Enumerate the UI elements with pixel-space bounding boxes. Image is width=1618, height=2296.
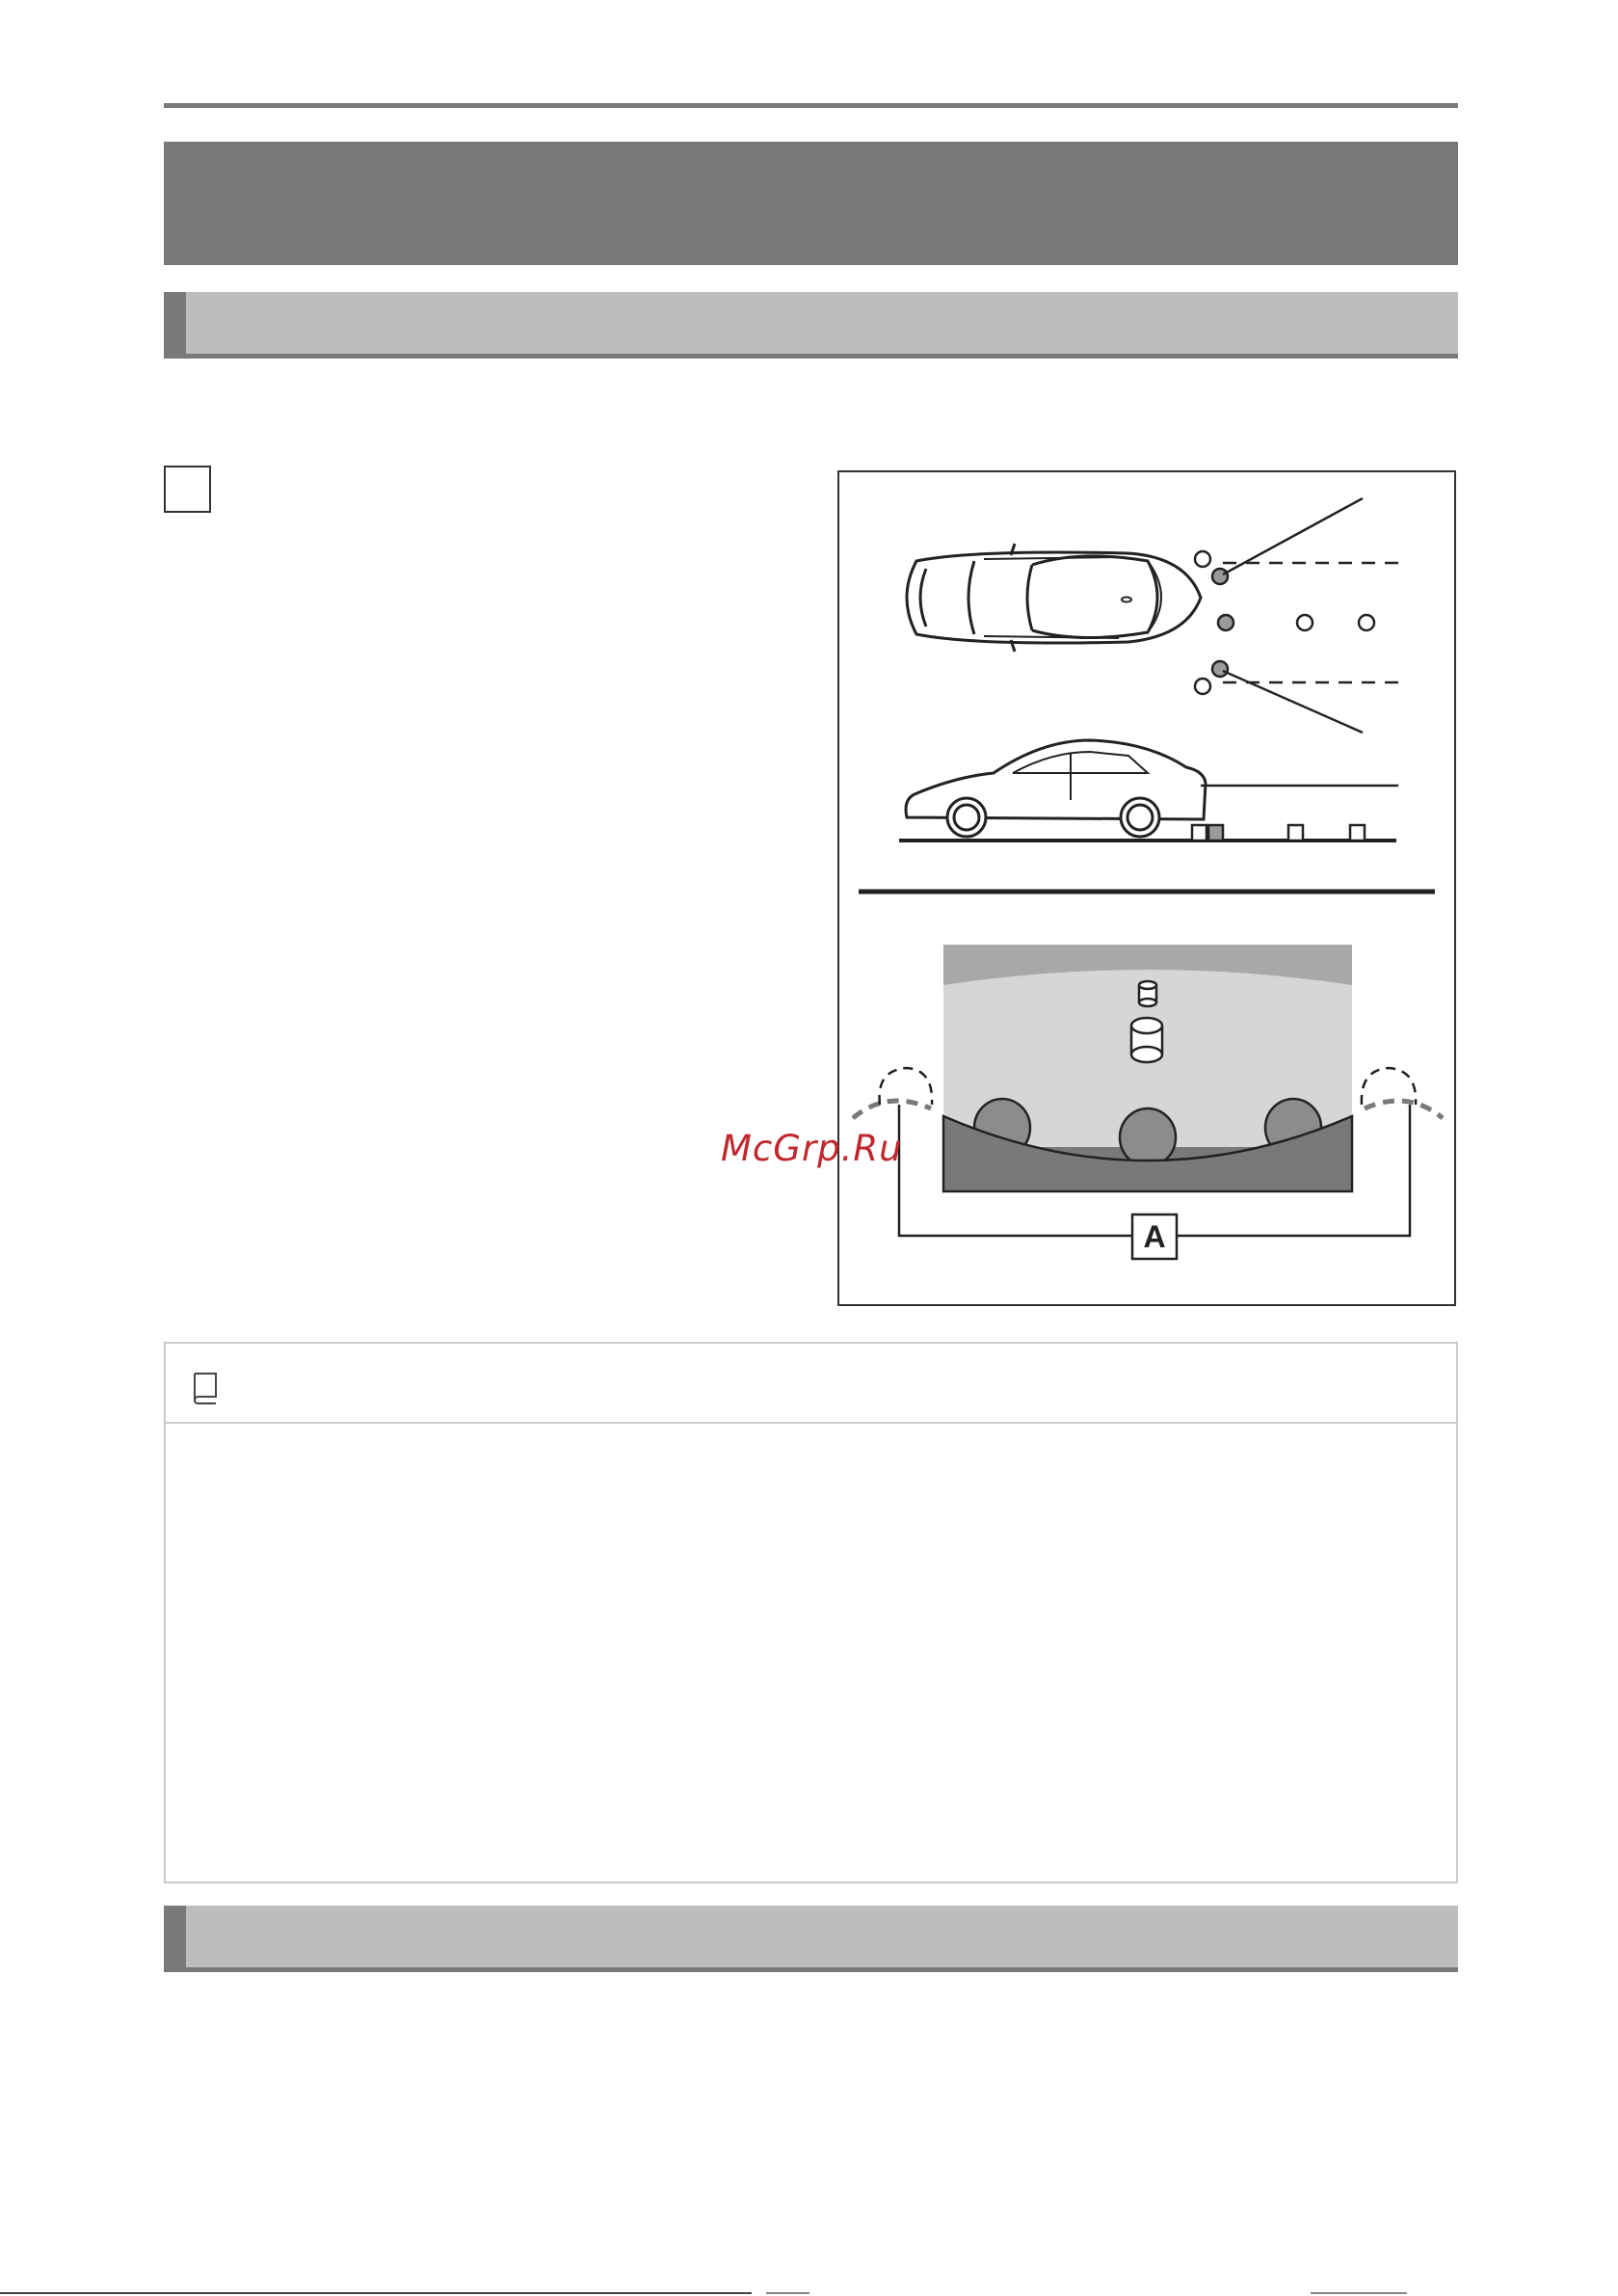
book-icon [192, 1371, 221, 1410]
title-band [164, 142, 1458, 265]
top-view-sensors [1195, 551, 1374, 694]
camera-view [943, 945, 1352, 1191]
footer-crop-marks [0, 2290, 1618, 2296]
note-box [164, 1342, 1458, 1883]
section-bar-2 [164, 1906, 1458, 1972]
side-view-obstacles [1192, 825, 1365, 841]
section-bar-accent [164, 1906, 186, 1967]
top-view-guidelines [1223, 498, 1398, 733]
callout-label: A [1143, 1219, 1166, 1254]
section-bar-1 [164, 292, 1458, 359]
car-side-view [906, 740, 1398, 837]
sensor-diagram-figure [837, 470, 1456, 1306]
section-bar-accent [164, 292, 186, 354]
note-header [166, 1344, 1456, 1424]
step-number-box [164, 466, 211, 513]
watermark-text: McGrp.Ru [721, 1128, 903, 1169]
car-top-view [907, 544, 1201, 652]
sensor-diagram [839, 472, 1454, 1304]
callout-a [1132, 1215, 1177, 1259]
top-rule [164, 103, 1458, 108]
